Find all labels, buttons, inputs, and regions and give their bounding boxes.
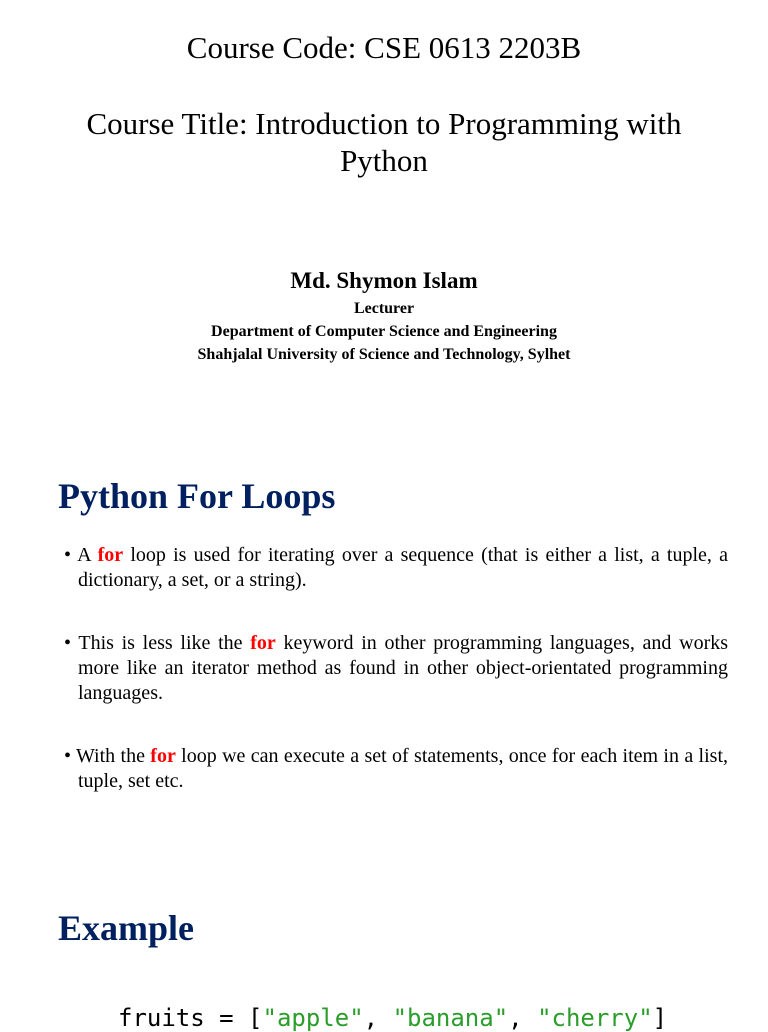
code-text: ] [652, 1004, 668, 1032]
keyword-for: for [150, 745, 176, 767]
author-role: Lecturer [353, 300, 415, 317]
code-text: fruits = [ [118, 1004, 263, 1032]
bullet-text: loop we can execute a set of statements, once for each item in a list, tuple, set etc. [78, 745, 728, 792]
section-heading: Python For Loops [58, 476, 336, 516]
code-string: "banana" [392, 1004, 509, 1032]
code-string: "cherry" [537, 1004, 653, 1032]
code-snippet [118, 1004, 667, 1032]
bullet-item: • This is less like the for keyword in other programming languages, and works more like an iterator method as found in other object-orientated programming languages. [64, 632, 729, 704]
bullet-text: A [77, 544, 98, 566]
university: Shahjalal University of Science and Technology, Sylhet [197, 346, 571, 363]
keyword-for: for [97, 544, 124, 566]
bullet-item: • A for loop is used for iterating over a sequence (that is either a list, a tuple, a dictionary, a set, or a string). [64, 544, 728, 591]
course-title: Course Title: Introduction to Programming with Python [86, 106, 682, 178]
bullet-text: This is less like the [78, 632, 251, 654]
code-text: , [363, 1004, 393, 1032]
bullet-text: loop is used for iterating over a sequence (that is either a list, a tuple, a dictionary, a set, or a string). [78, 544, 728, 591]
author-name: Md. Shymon Islam [290, 268, 478, 293]
example-heading: Example [58, 908, 195, 948]
code-text: , [508, 1004, 538, 1032]
code-string: "apple" [262, 1004, 364, 1032]
bullet-item: • With the for loop we can execute a set of statements, once for each item in a list, tuple, set etc. [64, 745, 728, 792]
bullet-text: keyword in other programming languages, and works more like an iterator method as found in other object-orientated programming languages. [78, 632, 729, 704]
keyword-for: for [250, 632, 276, 654]
course-code: Course Code: CSE 0613 2203B [186, 30, 582, 65]
bullet-text: With the [75, 745, 151, 767]
department: Department of Computer Science and Engineering [211, 323, 557, 340]
